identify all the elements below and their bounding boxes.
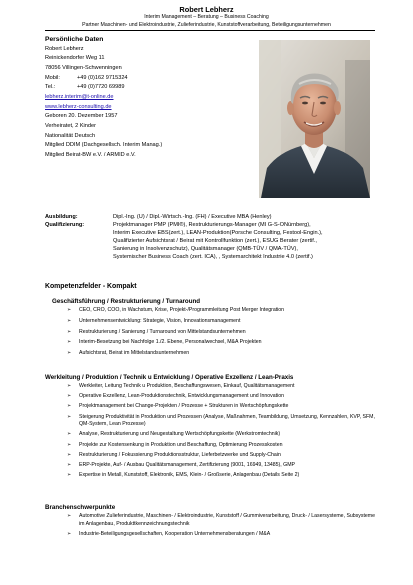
personal-city: 78056 Villingen-Schwenningen <box>45 64 122 71</box>
arrow-bullet-icon: ➢ <box>67 403 72 410</box>
personal-data-section <box>45 36 255 161</box>
list-item: ➢ Operative Exzellenz, Lean-Produktionstechnik, Entwicklungsmanagement und Innovation <box>67 393 285 400</box>
arrow-bullet-icon: ➢ <box>67 339 72 346</box>
tel-label: Tel.: <box>45 84 56 91</box>
header-subtitle: Interim Management – Beratung – Business Coaching <box>144 14 269 20</box>
competence-block-management <box>45 297 375 361</box>
arrow-bullet-icon: ➢ <box>67 431 72 438</box>
portrait-photo <box>259 40 370 198</box>
block-title: Geschäftsführung / Restrukturierung / Turnaround <box>52 298 201 305</box>
education-value: Dipl.-Ing. (U) / Dipl.-Wirtsch.-Ing. (FH) / Executive MBA (Henley) <box>113 214 272 220</box>
qualification-row <box>45 221 375 261</box>
competence-title: Kompetenzfelder - Kompakt <box>45 283 137 290</box>
arrow-bullet-icon: ➢ <box>67 451 72 458</box>
list-item: ➢ ERP-Projekte, Auf- / Ausbau Qualitätsmanagement, Zertifizierung (9001, 16949, 13485), GMP <box>67 461 295 468</box>
arrow-bullet-icon: ➢ <box>67 531 72 538</box>
arrow-bullet-icon: ➢ <box>67 513 72 519</box>
qualification-line: Qualifizierter Aufsichtsrat / Beirat mit Kontrollfunktion (zert.), ESUG Berater (zertif., <box>113 238 317 245</box>
list-item: ➢ Werkleiter, Leitung Technik u Produktion, Beschaffungswesen, Einkauf, Qualitätsmanagement <box>67 383 295 389</box>
arrow-bullet-icon: ➢ <box>67 328 72 335</box>
website-link[interactable]: www.lebherz-consulting.de <box>45 103 112 110</box>
list-item: ➢ Aufsichtsrat, Beirat im Mittelstandsunternehmen <box>67 350 190 357</box>
list-item: ➢ Restrukturierung / Fokussierung Produktionsstruktur, Lieferbetzwerke und Supply-Chain <box>67 451 281 458</box>
list-item: ➢ Unternehmensentwicklung: Strategie, Vision, Innovationsmanagement <box>67 317 241 324</box>
qualification-line: Interim Executive EBS(zert.), LEAN-Produktion(Porsche Consulting, Festool-Engin.), <box>113 230 323 237</box>
tel-number: +49 (0)7720 69989 <box>77 84 125 91</box>
list-item: ➢ Projektmanagement bei Change-Projekten / Prozesse + Strukturen in Wertschöpfungskette <box>67 403 289 410</box>
qualification-line: Projektmanager PMP (PMI®), Restrukturierungs-Manager (MI G-S-ONürnberg), <box>113 222 311 229</box>
list-item: ➢ Projekte zur Kostensenkung in Produktion und Beschaffung, Optimierung Prozesskosten <box>67 441 283 448</box>
block-title: Werkleitung / Produktion / Technik u Entwicklung / Operative Exzellenz / Lean-Praxis <box>45 374 294 381</box>
mobile-number: +49 (0)162 9715324 <box>77 74 128 81</box>
competence-block-operations <box>45 373 375 482</box>
header-divider <box>45 30 375 31</box>
qualifications-section <box>45 213 375 262</box>
personal-street: Reinickendorfer Weg 11 <box>45 55 105 62</box>
mobile-label: Mobil: <box>45 74 60 81</box>
list-item: ➢ Restrukturierung / Sanierung / Turnaround von Mittelstandsunternehmen <box>67 328 246 335</box>
arrow-bullet-icon: ➢ <box>67 393 72 400</box>
list-item: ➢ Industrie-Beteiligungsgesellschaften, Kooperation Unternehmensberatungen / M&A <box>67 531 271 538</box>
arrow-bullet-icon: ➢ <box>67 307 72 313</box>
personal-member-1: Mitglied DDIM (Dachgesellsch. Interim Manag.) <box>45 142 163 149</box>
arrow-bullet-icon: ➢ <box>67 472 72 479</box>
personal-name: Robert Lebherz <box>45 45 84 52</box>
qualification-values <box>113 221 375 261</box>
qualification-line: Sanierung in Insolvenzschutz), Qualitätsmanager (QMB-TÜV / QMA-TÜV), <box>113 246 298 253</box>
personal-born: Geboren 20. Dezember 1957 <box>45 113 118 120</box>
arrow-bullet-icon: ➢ <box>67 461 72 468</box>
list-item: ➢ Steigerung Produktivität in Produktion und Prozessen (Analyse, Maßnahmen, Teambildung, Umsetzung, Kennzahlen, KVP, SFM, QM-System, Lean Prozesse) <box>67 413 375 428</box>
arrow-bullet-icon: ➢ <box>67 413 72 420</box>
arrow-bullet-icon: ➢ <box>67 441 72 448</box>
personal-family: Verheiratet, 2 Kinder <box>45 123 96 130</box>
arrow-bullet-icon: ➢ <box>67 350 72 357</box>
list-item: ➢ Automotive Zulieferindustrie, Maschinen- / Elektroindustrie, Kunststoff / Gummiverarbeitung, Druck- / Lasersysteme, Subsysteme im Anlagenbau, Produkttkennzeichnungstechnik <box>67 513 375 527</box>
header-partner: Partner Maschinen- und Elektroindustrie, Zulieferindustrie, Kunststoffverarbeitung, Beteiligungsunternehmen <box>82 22 331 28</box>
personal-member-2: Mitglied Beirat-BW e.V. / ARMID e.V. <box>45 152 136 159</box>
block-title: Branchenschwerpunkte <box>45 504 116 511</box>
list-item: ➢ CEO, CRO, COO, in Wachstum, Krise, Projekt-/Programmleitung Post Merger Integration <box>67 307 285 313</box>
personal-data-title: Persönliche Daten <box>45 36 104 43</box>
list-item: ➢ Interim-Besetzung bei Nachfolge 1./2. Ebene, Personalwechsel, M&A Projekten <box>67 339 262 346</box>
personal-tel <box>45 83 255 93</box>
personal-nationality: Nationalität Deutsch <box>45 132 96 139</box>
education-label: Ausbildung: <box>45 214 78 220</box>
list-item: ➢ Expertise in Metall, Kunststoff, Elektronik, EMS, Klein- / Großserie, Anlagenbau (Details Seite 2) <box>67 472 300 479</box>
header-name: Robert Lebherz <box>179 5 234 14</box>
arrow-bullet-icon: ➢ <box>67 317 72 324</box>
email-link[interactable]: lebherz.interim@t-online.de <box>45 94 114 101</box>
personal-mobile <box>45 74 255 84</box>
competence-block-industries <box>45 503 375 542</box>
education-row <box>45 213 375 221</box>
arrow-bullet-icon: ➢ <box>67 383 72 389</box>
list-item: ➢ Analyse, Restrukturierung und Neugestaltung Wertschöpfungskette (Werkstromtechnik) <box>67 431 281 438</box>
qualification-line: Systemischer Business Coach (zert. ICA), , Systemarchitekt Industrie 4.0 (zertif.) <box>113 254 313 261</box>
qualification-label: Qualifizierung: <box>45 222 85 229</box>
